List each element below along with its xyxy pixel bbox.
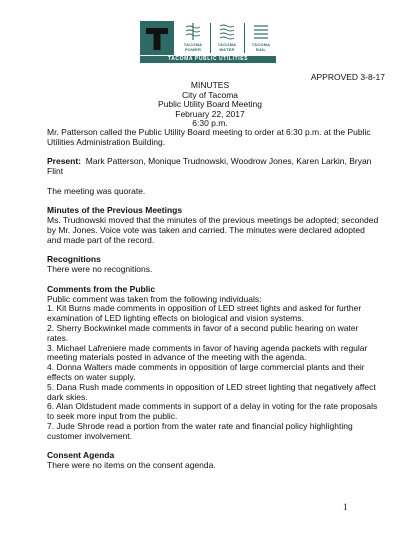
division-line2: WATER [219, 47, 235, 52]
power-wave-icon [183, 21, 203, 41]
comment-line: customer involvement. [47, 430, 133, 441]
present-names-continued: Flint [47, 166, 64, 177]
minutes-header [0, 81, 420, 129]
meeting-name: Public Utility Board Meeting [158, 99, 262, 110]
consent-agenda-heading: Consent Agenda [47, 450, 115, 461]
comment-line: Public comment was taken from the following individuals: [47, 293, 262, 304]
comment-line: effects on water supply. [47, 371, 136, 382]
consent-agenda-text: There were no items on the consent agenda. [47, 460, 216, 471]
approved-stamp: APPROVED 3-8-17 [310, 72, 385, 82]
paragraph-line: and made part of the record. [47, 234, 155, 245]
division-line1: TACOMA [251, 42, 271, 47]
minutes-body [47, 128, 387, 471]
present-label: Present: [47, 156, 82, 167]
logo-banner [140, 56, 276, 63]
tacoma-rail-mark [244, 21, 278, 55]
tacoma-public-utilities-logo [140, 21, 276, 63]
document-title: MINUTES [190, 80, 230, 90]
minutes-previous-heading: Minutes of the Previous Meetings [47, 205, 183, 216]
division-line1: TACOMA [217, 42, 237, 47]
rail-track-icon [251, 21, 271, 41]
comments-heading: Comments from the Public [47, 283, 156, 294]
division-line2: RAIL [255, 47, 267, 52]
intro-line: Utilities Administration Building. [47, 136, 166, 147]
comment-line: 6. Alan Oldstudent made comments in support of a delay in voting for the rate proposals [47, 401, 378, 412]
comment-line: 5. Dana Rush made comments in opposition of LED street lighting that negatively affect [47, 381, 376, 392]
comment-line: to seek more input from the public. [47, 411, 178, 422]
comment-line: dark skies. [47, 391, 88, 402]
paragraph-line: by Mr. Jones. Voice vote was taken and carried. The minutes were declared adopted [47, 224, 365, 235]
t-logo-icon [140, 21, 174, 55]
present-line [47, 157, 387, 167]
division-line1: TACOMA [183, 42, 203, 47]
organization: City of Tacoma [181, 89, 239, 100]
recognitions-heading: Recognitions [47, 254, 101, 265]
comment-line: 1. Kit Burns made comments in opposition of LED street lights and asked for further [47, 303, 362, 314]
present-names: Mark Patterson, Monique Trudnowski, Woodrow Jones, Karen Larkin, Bryan [81, 156, 372, 167]
paragraph-line: Ms. Trudnowski moved that the minutes of the previous meetings be adopted; seconded [47, 215, 379, 226]
comment-line: 4. Donna Walters made comments in opposition of large commercial plants and their [47, 362, 365, 373]
comment-line: meeting materials posted in advance of the meeting with the agenda. [47, 352, 307, 363]
quorate-statement: The meeting was quorate. [47, 185, 146, 196]
comment-line: 7. Jude Shrode read a portion from the water rate and financial policy highlighting [47, 420, 353, 431]
intro-line: Mr. Patterson called the Public Utility Board meeting to order at 6:30 p.m. at the Public [47, 127, 371, 137]
tacoma-water-mark [210, 21, 244, 55]
comment-line: rates. [47, 332, 69, 343]
meeting-date: February 22, 2017 [175, 108, 245, 119]
page-number: 1 [343, 502, 348, 512]
logo-banner-text: TACOMA PUBLIC UTILITIES [167, 56, 249, 62]
tacoma-power-mark [176, 21, 210, 55]
division-line2: POWER [184, 47, 202, 52]
comment-line: 3. Michael Lafreniere made comments in favor of having agenda packets with regular [47, 342, 368, 353]
meeting-time: 6:30 p.m. [192, 118, 228, 129]
comment-line: 2. Sherry Bockwinkel made comments in favor of a second public hearing on water [47, 322, 359, 333]
comment-line: examination of LED lighting effects on biological and vision systems. [47, 313, 304, 324]
recognitions-text: There were no recognitions. [47, 264, 153, 275]
water-wave-icon [217, 21, 237, 41]
